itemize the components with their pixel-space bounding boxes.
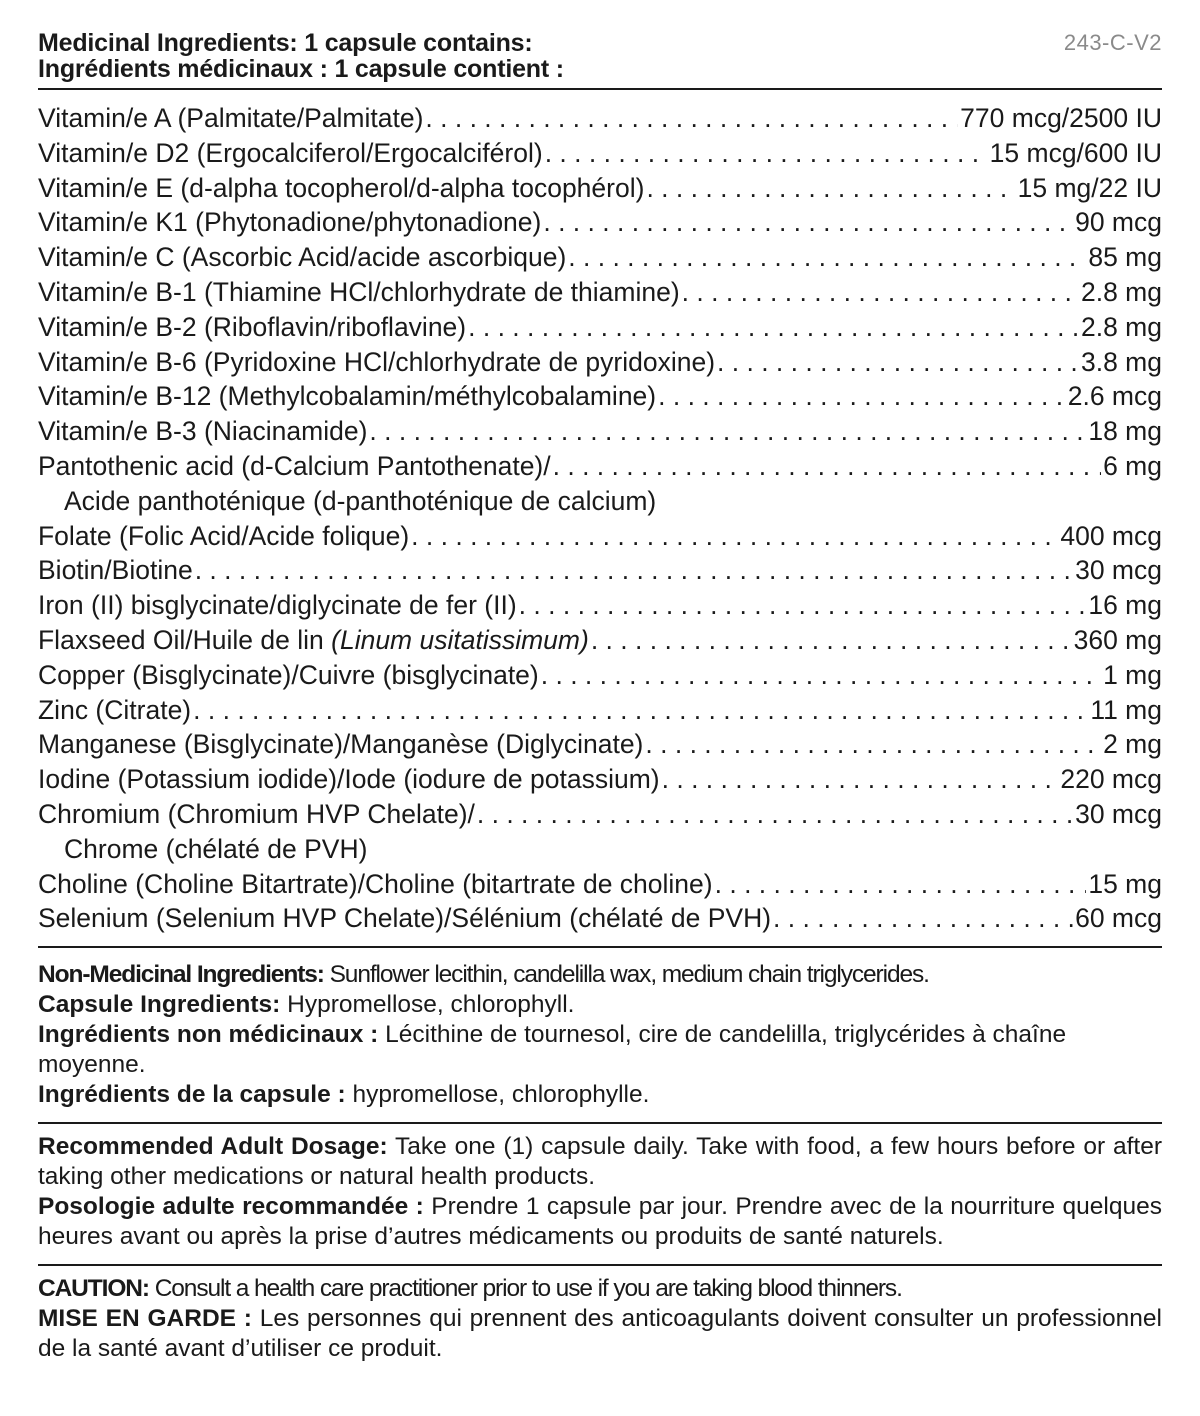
dot-leader [682, 275, 1079, 310]
caution-en-label: CAUTION: [38, 1275, 149, 1303]
ingredient-name-text: Vitamin/e K1 (Phytonadione/phytonadione) [38, 207, 542, 238]
ingredient-row [38, 240, 1162, 275]
ingredient-row [38, 553, 1162, 588]
caution-fr-text: Les personnes qui prennent des anticoagulants doivent consulter un professionnel de la santé avant d’utiliser ce produit. [38, 1305, 1162, 1363]
divider [38, 1122, 1162, 1124]
ingredient-row [38, 205, 1162, 240]
capsule-fr [38, 1080, 1162, 1110]
ingredient-name-text: Biotin/Biotine [38, 555, 193, 586]
ingredient-name-text: Vitamin/e D2 (Ergocalciferol/Ergocalciférol) [38, 137, 543, 168]
ingredient-row [38, 414, 1162, 449]
capsule-en [38, 990, 1162, 1020]
dot-leader [591, 623, 1072, 658]
ingredient-amount: 30 mcg [1075, 798, 1162, 829]
ingredient-row [38, 345, 1162, 380]
capsule-fr-text: hypromellose, chlorophylle. [352, 1081, 650, 1109]
medicinal-heading-en: Medicinal Ingredients: 1 capsule contains: [38, 29, 533, 57]
ingredient-name [38, 623, 589, 658]
ingredient-row [38, 519, 1162, 554]
ingredient-amount: 11 mg [1090, 694, 1162, 725]
ingredient-row [38, 797, 1162, 832]
ingredient-name [38, 727, 643, 762]
ingredient-name-text: Pantothenic acid (d-Calcium Pantothenate)/ [38, 450, 551, 481]
ingredient-name [38, 901, 771, 936]
caution-fr-label: MISE EN GARDE : [38, 1305, 252, 1333]
ingredient-name [38, 519, 409, 554]
ingredient-name [38, 101, 423, 136]
ingredient-amount: 2.6 mcg [1067, 381, 1162, 412]
non-medicinal-section [38, 960, 1162, 1110]
ingredient-name-text: Copper (Bisglycinate)/Cuivre (bisglycinate) [38, 659, 539, 690]
ingredient-amount: 2.8 mg [1080, 311, 1162, 342]
ingredient-amount: 400 mcg [1060, 520, 1162, 551]
ingredient-amount: 60 mcg [1075, 903, 1162, 934]
ingredient-amount: 2 mg [1103, 729, 1162, 760]
dot-leader [717, 345, 1079, 380]
supplement-label [38, 30, 1162, 1364]
dot-leader [553, 449, 1101, 484]
ingredient-name-text: Vitamin/e B-12 (Methylcobalamin/méthylcobalamine) [38, 381, 657, 412]
non-medicinal-en [38, 960, 1162, 990]
ingredient-name-text: Vitamin/e B-1 (Thiamine HCl/chlorhydrate de thiamine) [38, 276, 680, 307]
ingredient-name-text: Zinc (Citrate) [38, 694, 192, 725]
dosage-fr-text: Prendre 1 capsule par jour. Prendre avec de la nourriture quelques heures avant ou après la prise d’autres médicaments ou produits de santé naturels. [38, 1193, 1162, 1251]
ingredient-row [38, 449, 1162, 484]
caution-section [38, 1274, 1162, 1364]
dot-leader [477, 797, 1073, 832]
ingredient-row [38, 658, 1162, 693]
non-medicinal-en-label: Non-Medicinal Ingredients: [38, 961, 324, 989]
ingredient-row [38, 901, 1162, 936]
ingredient-name [38, 658, 539, 693]
dot-leader [645, 727, 1101, 762]
ingredient-amount: 18 mg [1088, 416, 1162, 447]
dot-leader [568, 240, 1086, 275]
ingredient-name [38, 205, 541, 240]
divider [38, 946, 1162, 948]
ingredient-amount: 15 mcg/600 IU [989, 137, 1162, 168]
ingredient-amount: 30 mcg [1075, 555, 1162, 586]
medicinal-heading [38, 30, 1162, 82]
ingredient-name-text: Vitamin/e B-6 (Pyridoxine HCl/chlorhydrate de pyridoxine) [38, 346, 716, 377]
ingredient-name-text: Flaxseed Oil/Huile de lin [38, 624, 324, 655]
ingredient-amount: 220 mcg [1060, 764, 1162, 795]
ingredient-amount: 16 mg [1088, 590, 1162, 621]
ingredient-name [38, 414, 367, 449]
ingredient-amount: 15 mg/22 IU [1017, 172, 1162, 203]
ingredient-name [38, 867, 713, 902]
ingredient-row [38, 727, 1162, 762]
ingredient-amount: 6 mg [1103, 450, 1162, 481]
ingredient-name [38, 693, 191, 728]
dot-leader [468, 310, 1079, 345]
ingredient-name-text: Manganese (Bisglycinate)/Manganèse (Diglycinate) [38, 729, 644, 760]
ingredient-amount: 85 mg [1088, 242, 1162, 273]
ingredient-name-text: Selenium (Selenium HVP Chelate)/Sélénium (chélaté de PVH) [38, 903, 772, 934]
capsule-en-label: Capsule Ingredients: [38, 991, 281, 1019]
ingredient-row [38, 693, 1162, 728]
dosage-fr-label: Posologie adulte recommandée : [38, 1193, 424, 1221]
ingredient-amount: 3.8 mg [1080, 346, 1162, 377]
non-medicinal-fr-label: Ingrédients non médicinaux : [38, 1021, 379, 1049]
ingredient-name-text: Vitamin/e E (d-alpha tocopherol/d-alpha tocophérol) [38, 172, 645, 203]
ingredient-name [38, 310, 466, 345]
ingredient-name-continuation: Chrome (chélaté de PVH) [64, 833, 368, 864]
dot-leader [193, 693, 1088, 728]
ingredient-row [38, 867, 1162, 902]
ingredient-name [38, 275, 680, 310]
ingredient-name-text: Iron (II) bisglycinate/diglycinate de fer (II) [38, 590, 517, 621]
dosage-en-label: Recommended Adult Dosage: [38, 1133, 388, 1161]
ingredient-name-text: Folate (Folic Acid/Acide folique) [38, 520, 410, 551]
ingredient-name [38, 762, 660, 797]
dot-leader [646, 171, 1015, 206]
ingredient-name [38, 379, 656, 414]
ingredient-name-text: Vitamin/e B-2 (Riboflavin/riboflavine) [38, 311, 467, 342]
ingredient-name-text: Vitamin/e C (Ascorbic Acid/acide ascorbique) [38, 242, 567, 273]
dot-leader [541, 658, 1101, 693]
divider [38, 1264, 1162, 1266]
ingredient-name [38, 171, 644, 206]
ingredient-name-continuation: Acide panthoténique (d-panthoténique de calcium) [64, 485, 657, 516]
ingredient-name-text: Vitamin/e A (Palmitate/Palmitate) [38, 103, 424, 133]
non-medicinal-fr [38, 1020, 1162, 1080]
ingredient-amount: 770 mcg/2500 IU [960, 103, 1162, 133]
dosage-fr [38, 1192, 1162, 1252]
dot-leader [658, 379, 1066, 414]
ingredient-amount: 90 mcg [1075, 207, 1162, 238]
non-medicinal-en-text: Sunflower lecithin, candelilla wax, medium chain triglycerides. [329, 961, 929, 989]
ingredient-name-text: Choline (Choline Bitartrate)/Choline (bitartrate de choline) [38, 868, 713, 899]
dot-leader [411, 519, 1058, 554]
ingredient-amount: 1 mg [1103, 659, 1162, 690]
dot-leader [773, 901, 1073, 936]
ingredient-amount: 360 mg [1073, 624, 1162, 655]
dot-leader [545, 136, 988, 171]
ingredient-name-text: Chromium (Chromium HVP Chelate)/ [38, 798, 475, 829]
ingredient-row [38, 623, 1162, 658]
ingredient-row [38, 762, 1162, 797]
ingredient-amount: 2.8 mg [1080, 276, 1162, 307]
dot-leader [662, 762, 1059, 797]
dot-leader [195, 553, 1073, 588]
product-code: 243-C-V2 [1063, 30, 1162, 55]
ingredient-name [38, 345, 715, 380]
ingredient-latin-name: (Linum usitatissimum) [331, 624, 589, 655]
ingredient-row [38, 136, 1162, 171]
caution-fr [38, 1304, 1162, 1364]
ingredient-amount: 15 mg [1088, 868, 1162, 899]
divider [38, 88, 1162, 90]
ingredient-name [38, 136, 543, 171]
caution-en-text: Consult a health care practitioner prior to use if you are taking blood thinners. [154, 1275, 902, 1303]
dosage-en-text: Take one (1) capsule daily. Take with food, a few hours before or after taking other medications or natural health products. [38, 1133, 1162, 1191]
caution-en [38, 1274, 1162, 1304]
dot-leader [425, 101, 958, 136]
ingredient-row [38, 310, 1162, 345]
ingredient-name [38, 449, 551, 484]
ingredient-name [38, 588, 517, 623]
ingredient-name [38, 240, 566, 275]
ingredient-name [38, 797, 475, 832]
ingredient-row [38, 588, 1162, 623]
capsule-fr-label: Ingrédients de la capsule : [38, 1081, 346, 1109]
capsule-en-text: Hypromellose, chlorophyll. [287, 991, 575, 1019]
ingredient-name-text: Iodine (Potassium iodide)/Iode (iodure de potassium) [38, 764, 660, 795]
dosage-en [38, 1132, 1162, 1192]
non-medicinal-fr-text: Lécithine de tournesol, cire de candelilla, triglycérides à chaîne moyenne. [38, 1021, 1067, 1079]
ingredient-row [38, 101, 1162, 136]
dosage-section [38, 1132, 1162, 1252]
ingredient-row [38, 275, 1162, 310]
medicinal-heading-fr: Ingrédients médicinaux : 1 capsule contient : [38, 55, 564, 83]
ingredient-row [38, 379, 1162, 414]
dot-leader [369, 414, 1086, 449]
ingredient-row [38, 171, 1162, 206]
dot-leader [519, 588, 1087, 623]
dot-leader [715, 867, 1087, 902]
dot-leader [543, 205, 1073, 240]
ingredient-name [38, 553, 193, 588]
ingredient-list [38, 101, 1162, 936]
ingredient-name-text: Vitamin/e B-3 (Niacinamide) [38, 416, 368, 447]
